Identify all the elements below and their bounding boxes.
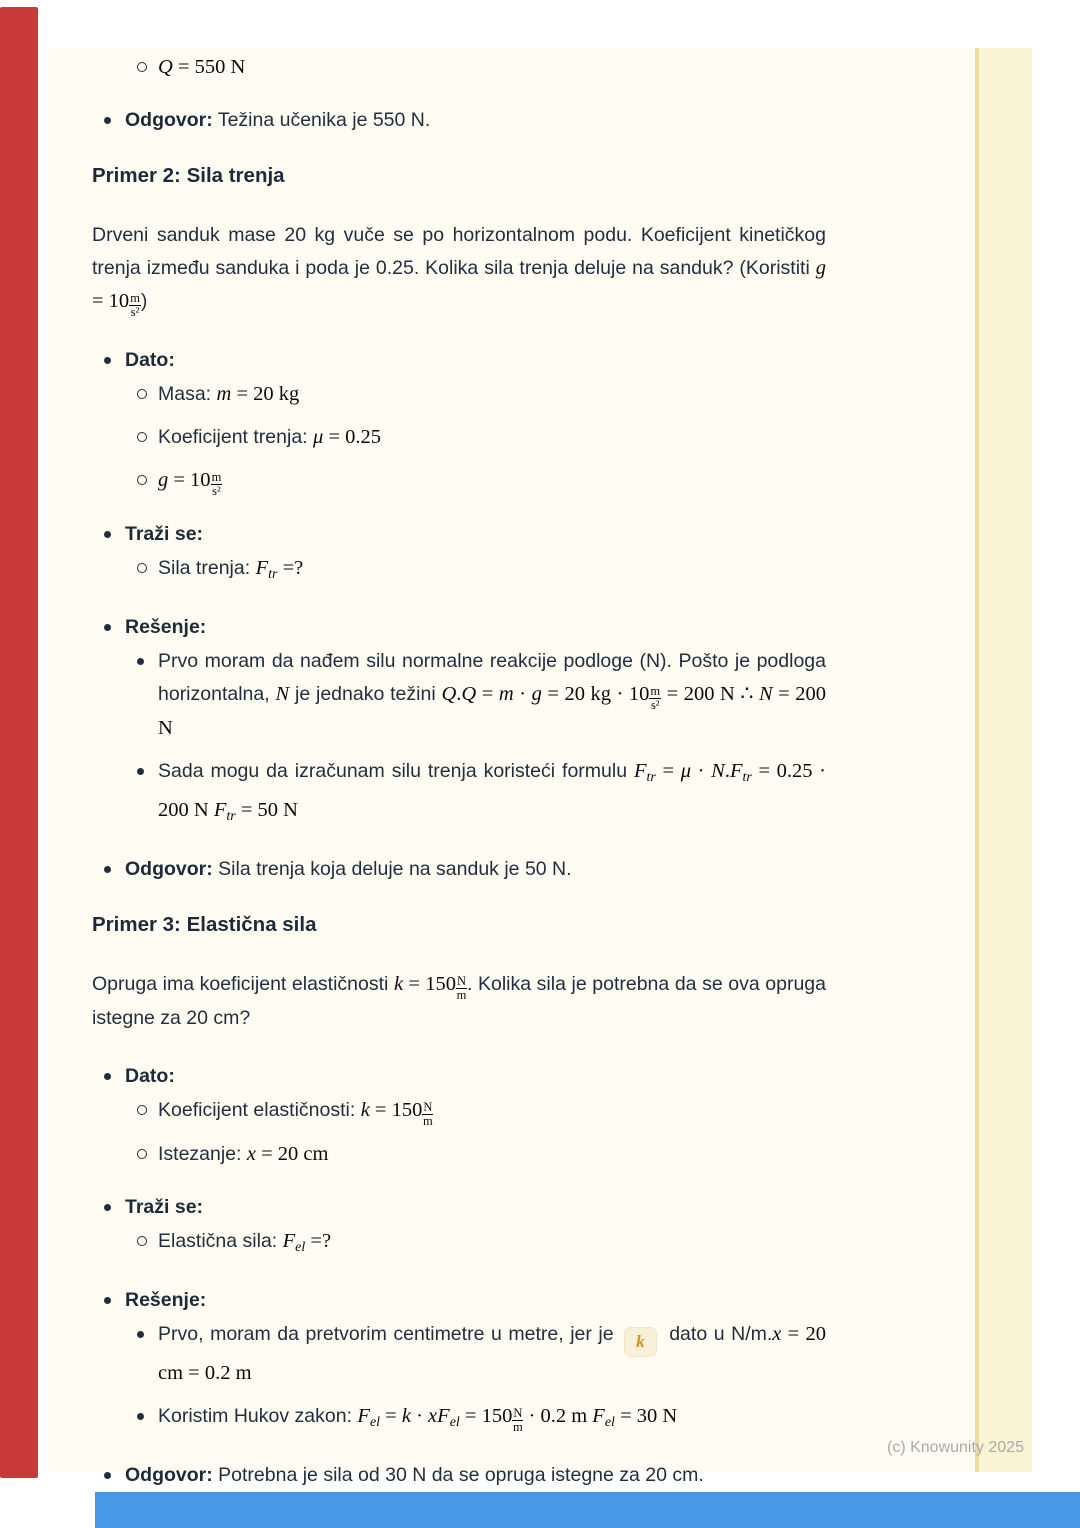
list-item-text bbox=[125, 1459, 826, 1492]
bullet-circle-icon bbox=[137, 1149, 147, 1159]
text-run: Odgovor: bbox=[125, 1464, 213, 1486]
text-run: = 550 N bbox=[172, 56, 246, 78]
text-run: =? bbox=[277, 557, 304, 579]
fraction-numerator: m bbox=[211, 470, 222, 484]
bullet-disc-icon bbox=[104, 1297, 111, 1304]
text-run: Odgovor: bbox=[125, 109, 213, 131]
text-run: dato u N/m. bbox=[662, 1323, 773, 1345]
bullet-disc-icon bbox=[104, 117, 111, 124]
text-run: Sila trenja: bbox=[158, 557, 256, 579]
text-run: = 200 N bbox=[158, 683, 827, 739]
fraction bbox=[512, 1407, 523, 1434]
text-run: . bbox=[724, 760, 730, 782]
text-run: = 20 cm = 0.2 m bbox=[158, 1323, 826, 1384]
right-yellow-stripe-decoration bbox=[975, 48, 1032, 1472]
text-run: tr bbox=[268, 567, 278, 582]
list-item-text bbox=[158, 51, 826, 84]
list-item-text bbox=[158, 1225, 826, 1264]
text-run: Q bbox=[158, 56, 173, 78]
list-item-text bbox=[125, 611, 826, 644]
text-run: · bbox=[410, 1405, 429, 1427]
text-run: = bbox=[380, 1405, 402, 1427]
list-item-text bbox=[158, 552, 826, 591]
text-run: tr bbox=[226, 809, 236, 824]
list-item bbox=[92, 1400, 826, 1439]
list-item bbox=[92, 421, 826, 454]
fraction bbox=[422, 1101, 433, 1128]
list-item-text bbox=[125, 853, 826, 886]
text-run: el bbox=[604, 1415, 615, 1430]
text-run: g bbox=[815, 257, 826, 279]
list-item bbox=[92, 464, 826, 498]
text-run: Prvo, moram da pretvorim centimetre u metre, jer je bbox=[158, 1323, 621, 1345]
inline-code-badge: k bbox=[624, 1327, 657, 1357]
text-run: Dato: bbox=[125, 1065, 175, 1087]
list-item bbox=[92, 1060, 826, 1093]
text-run: Masa: bbox=[158, 383, 217, 405]
list-item bbox=[92, 344, 826, 377]
bullet-disc-icon bbox=[104, 1472, 111, 1479]
text-run: = 200 N ∴ bbox=[661, 683, 759, 705]
fraction-numerator: m bbox=[130, 291, 140, 305]
list-item-text bbox=[158, 755, 826, 833]
fraction bbox=[456, 975, 467, 1002]
text-run: = bbox=[476, 683, 499, 705]
paragraph bbox=[92, 968, 826, 1035]
bullet-circle-icon bbox=[137, 62, 147, 72]
text-run: = 10 bbox=[92, 290, 130, 312]
list-item bbox=[92, 1318, 826, 1390]
text-run: el bbox=[295, 1240, 306, 1255]
text-run: Sada mogu da izračunam silu trenja koristeći formulu bbox=[158, 760, 634, 782]
text-run: Prvo moram da nađem silu normalne reakcije podloge (N). Pošto je podloga horizontalna, bbox=[158, 650, 826, 705]
list-item bbox=[92, 1225, 826, 1264]
fraction-denominator: m bbox=[513, 1420, 523, 1434]
list-item-text bbox=[158, 1318, 826, 1390]
list-item-text bbox=[158, 421, 826, 454]
list-item-text bbox=[125, 1284, 826, 1317]
text-run: · bbox=[513, 683, 532, 705]
bullet-disc-icon bbox=[137, 1331, 144, 1338]
bullet-disc-icon bbox=[104, 1204, 111, 1211]
text-run: = bbox=[655, 760, 681, 782]
text-run: F bbox=[729, 760, 743, 782]
text-run: Rešenje: bbox=[125, 616, 207, 638]
list-item bbox=[92, 853, 826, 886]
fraction-numerator: N bbox=[456, 974, 466, 988]
fraction-denominator: s² bbox=[130, 305, 140, 319]
content-panel bbox=[48, 48, 1032, 1486]
bullet-disc-icon bbox=[104, 866, 111, 873]
list-item bbox=[92, 645, 826, 745]
bullet-disc-icon bbox=[104, 531, 111, 538]
fraction-denominator: m bbox=[456, 988, 467, 1002]
text-run: x bbox=[428, 1405, 438, 1427]
list-item-text bbox=[158, 1138, 826, 1171]
text-run: Težina učenika je 550 N. bbox=[212, 109, 431, 131]
list-item-text bbox=[158, 378, 826, 411]
section-heading bbox=[92, 159, 826, 192]
bullet-circle-icon bbox=[137, 475, 147, 485]
text-run: N bbox=[711, 760, 725, 782]
fraction bbox=[649, 685, 661, 712]
text-run: F bbox=[437, 1405, 450, 1427]
left-red-stripe-decoration bbox=[0, 7, 38, 1478]
list-item bbox=[92, 755, 826, 833]
list-item bbox=[92, 518, 826, 551]
text-run: = 30 N bbox=[614, 1405, 678, 1427]
text-run: k bbox=[401, 1405, 411, 1427]
text-run: Koristim Hukov zakon: bbox=[158, 1405, 358, 1427]
section-heading bbox=[92, 908, 826, 941]
text-run: el bbox=[449, 1415, 460, 1430]
text-run: F bbox=[357, 1405, 370, 1427]
document-content bbox=[92, 48, 826, 1492]
fraction-numerator: N bbox=[513, 1406, 523, 1420]
text-run: = 20 cm bbox=[256, 1143, 329, 1165]
text-run: = 0.25 bbox=[323, 426, 381, 448]
list-item bbox=[92, 1138, 826, 1171]
fraction bbox=[211, 471, 223, 498]
fraction-denominator: s² bbox=[212, 484, 221, 498]
text-run: = 0.25 · 200 N bbox=[158, 760, 826, 821]
list-item-text bbox=[158, 1094, 826, 1128]
bullet-circle-icon bbox=[137, 1105, 147, 1115]
list-item-text bbox=[125, 104, 826, 137]
list-item bbox=[92, 104, 826, 137]
text-run: Opruga ima koeficijent elastičnosti bbox=[92, 973, 394, 995]
text-run: tr bbox=[742, 770, 752, 785]
bottom-blue-bar-decoration bbox=[95, 1492, 1080, 1528]
list-item-text bbox=[125, 518, 826, 551]
list-item-text bbox=[125, 344, 826, 377]
text-run: m bbox=[216, 383, 232, 405]
text-run: · bbox=[691, 760, 712, 782]
text-run: =? bbox=[305, 1230, 332, 1252]
text-run: Odgovor: bbox=[125, 858, 213, 880]
text-run: Elastična sila: bbox=[158, 1230, 283, 1252]
text-run: F bbox=[255, 557, 269, 579]
bullet-disc-icon bbox=[137, 658, 144, 665]
fraction-numerator: m bbox=[650, 684, 661, 698]
list-item-text bbox=[125, 1191, 826, 1224]
list-item bbox=[92, 51, 826, 84]
list-item-text bbox=[125, 1060, 826, 1093]
text-run: Sila trenja koja deluje na sanduk je 50 N. bbox=[212, 858, 572, 880]
text-run: Primer 2: Sila trenja bbox=[92, 164, 285, 187]
fraction-numerator: N bbox=[423, 1100, 433, 1114]
list-item bbox=[92, 1284, 826, 1317]
watermark: (c) Knowunity 2025 bbox=[887, 1439, 1024, 1456]
bullet-circle-icon bbox=[137, 563, 147, 573]
fraction-denominator: s² bbox=[650, 698, 660, 712]
text-run: = 150 bbox=[369, 1099, 423, 1121]
bullet-circle-icon bbox=[137, 432, 147, 442]
text-run: . Kolika sila je potrebna da se ova opruga istegne za 20 cm? bbox=[92, 973, 827, 1029]
text-run: je jednako težini bbox=[289, 683, 442, 705]
text-run: Primer 3: Elastična sila bbox=[92, 913, 317, 936]
fraction bbox=[129, 292, 141, 319]
text-run: Drveni sanduk mase 20 kg vuče se po horizontalnom podu. Koeficijent kinetičkog trenja između sanduka i poda je 0.25. Kolika sila trenja deluje na sanduk? (Koristiti bbox=[92, 224, 826, 279]
bullet-disc-icon bbox=[104, 357, 111, 364]
text-run: x bbox=[246, 1143, 256, 1165]
text-run: m bbox=[498, 683, 514, 705]
text-run: k bbox=[360, 1099, 370, 1121]
text-run: = 20 kg · 10 bbox=[541, 683, 650, 705]
text-run: = 150 bbox=[459, 1405, 513, 1427]
text-run: = 50 N bbox=[235, 799, 298, 821]
text-run: g bbox=[531, 683, 542, 705]
text-run: k bbox=[393, 973, 404, 995]
text-run: F bbox=[282, 1230, 296, 1252]
list-item bbox=[92, 378, 826, 411]
text-run: μ bbox=[680, 760, 692, 782]
text-run: Dato: bbox=[125, 349, 175, 371]
text-run: F bbox=[634, 760, 647, 782]
bullet-disc-icon bbox=[104, 624, 111, 631]
text-run: ) bbox=[140, 290, 148, 312]
text-run: N bbox=[275, 683, 290, 705]
text-run: μ bbox=[313, 426, 324, 448]
bullet-circle-icon bbox=[137, 1236, 147, 1246]
text-run: = 10 bbox=[168, 469, 211, 491]
bullet-disc-icon bbox=[104, 1073, 111, 1080]
list-item bbox=[92, 1459, 826, 1492]
list-item bbox=[92, 552, 826, 591]
list-item bbox=[92, 611, 826, 644]
text-run: N bbox=[758, 683, 773, 705]
paragraph bbox=[92, 219, 826, 319]
text-run: = 150 bbox=[403, 973, 456, 995]
fraction-denominator: m bbox=[423, 1114, 433, 1128]
text-run: el bbox=[369, 1415, 381, 1430]
text-run: Traži se: bbox=[125, 523, 204, 545]
text-run: Traži se: bbox=[125, 1196, 204, 1218]
list-item-text bbox=[158, 1400, 826, 1439]
text-run: Q bbox=[461, 683, 477, 705]
text-run: Istezanje: bbox=[158, 1143, 247, 1165]
text-run: Koeficijent elastičnosti: bbox=[158, 1099, 361, 1121]
text-run: Potrebna je sila od 30 N da se opruga istegne za 20 cm. bbox=[212, 1464, 704, 1486]
text-run: F bbox=[592, 1405, 605, 1427]
list-item-text bbox=[158, 645, 826, 745]
text-run: g bbox=[158, 469, 169, 491]
bullet-disc-icon bbox=[137, 1413, 144, 1420]
text-run: F bbox=[213, 799, 227, 821]
bullet-circle-icon bbox=[137, 389, 147, 399]
text-run: x bbox=[772, 1323, 782, 1345]
text-run: = 20 kg bbox=[231, 383, 300, 405]
text-run: tr bbox=[646, 770, 656, 785]
text-run: . bbox=[456, 683, 462, 705]
text-run: Q bbox=[441, 683, 457, 705]
list-item bbox=[92, 1094, 826, 1128]
text-run: Koeficijent trenja: bbox=[158, 426, 314, 448]
text-run: · 0.2 m bbox=[523, 1405, 593, 1427]
list-item-text bbox=[158, 464, 826, 498]
bullet-disc-icon bbox=[137, 768, 144, 775]
list-item bbox=[92, 1191, 826, 1224]
text-run: Rešenje: bbox=[125, 1289, 207, 1311]
